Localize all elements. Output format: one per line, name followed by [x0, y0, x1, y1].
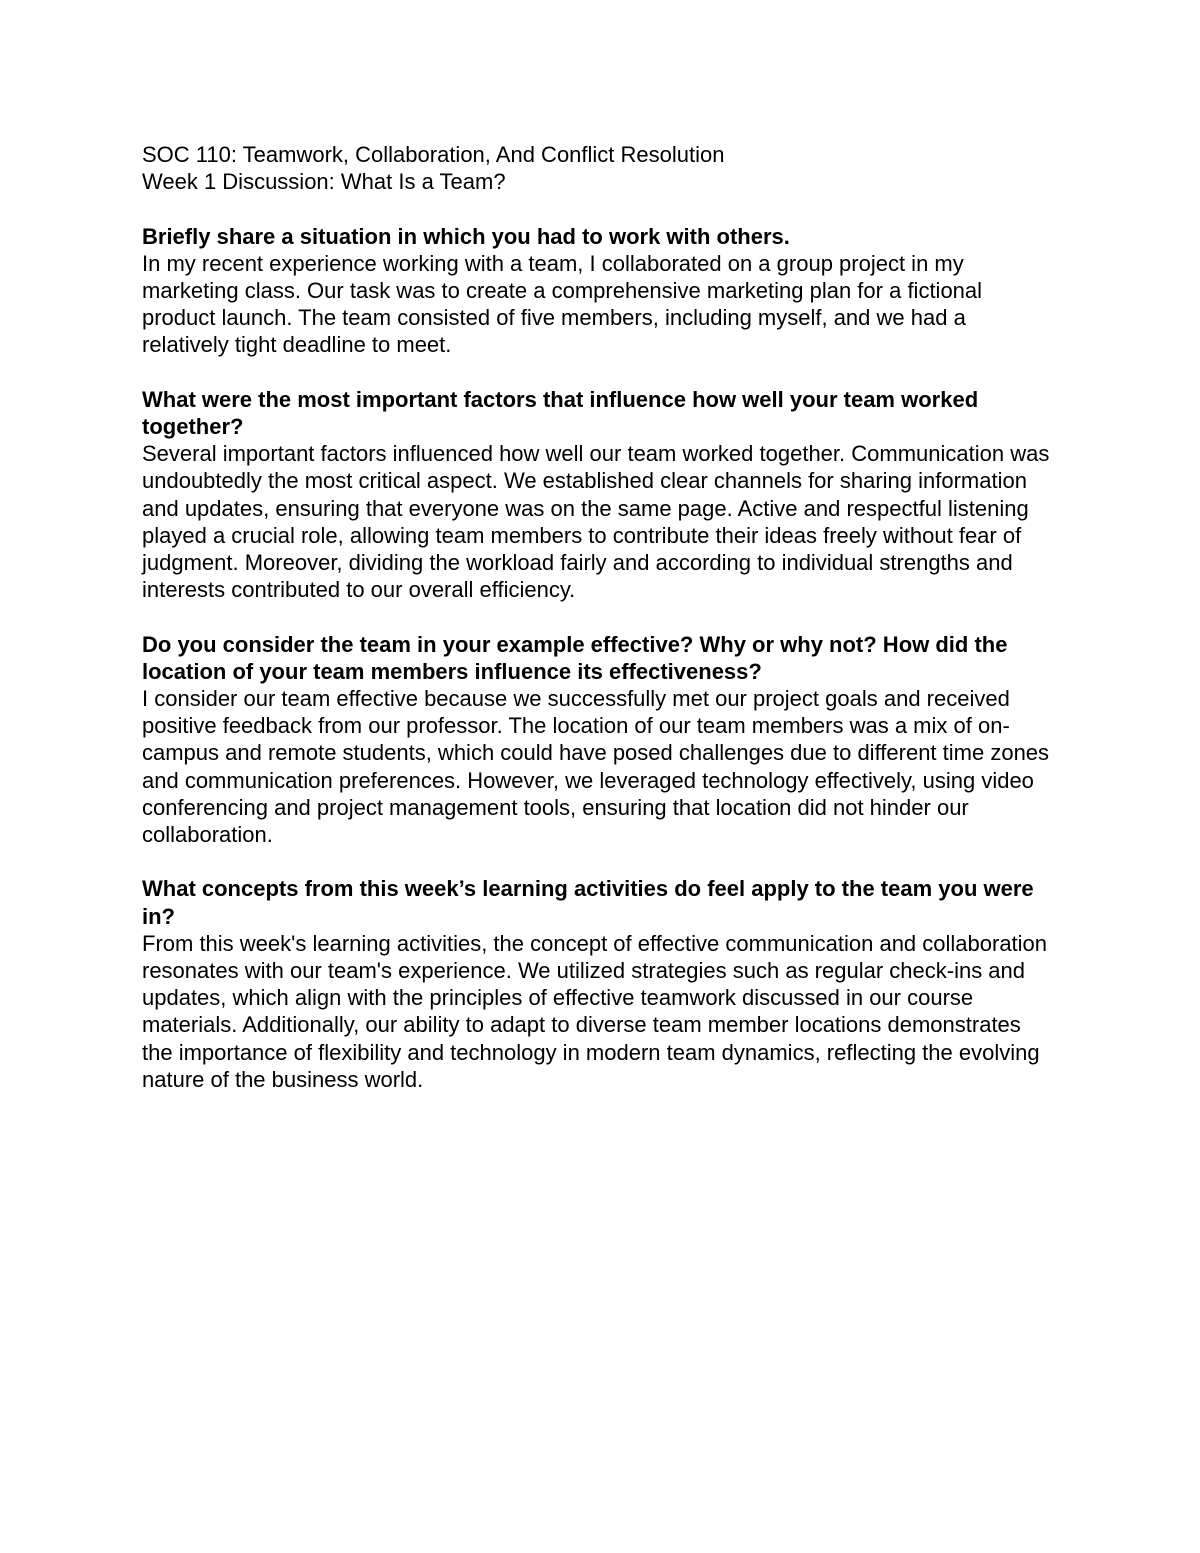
answer-3: I consider our team effective because we successfully met our project goals and received positive feedback from our professor. The location of our team members was a mix of on-campus and remote students, which could have posed challenges due to different time zones and communication preferences. However, we leveraged technology effectively, using video conferencing and project management tools, ensuring that location did not hinder our collaboration. — [142, 686, 1050, 848]
spacer — [142, 848, 1057, 875]
answer-1: In my recent experience working with a team, I collaborated on a group project in my marketing class. Our task was to create a comprehensive marketing plan for a fictional product launch. The team consisted of five members, including myself, and we had a relatively tight deadline to meet. — [142, 250, 983, 358]
spacer — [142, 603, 1057, 630]
discussion-title: Week 1 Discussion: What Is a Team? — [142, 169, 506, 195]
document-body — [142, 141, 1057, 1093]
spacer — [142, 359, 1057, 386]
spacer — [142, 195, 1057, 222]
question-2: What were the most important factors that influence how well your team worked together? — [142, 386, 979, 439]
answer-2: Several important factors influenced how well our team worked together. Communication was undoubtedly the most critical aspect. We established clear channels for sharing information and updates, ensuring that everyone was on the same page. Active and respectful listening played a crucial role, allowing team members to contribute their ideas freely without fear of judgment. Moreover, dividing the workload fairly and according to individual strengths and interests contributed to our overall efficiency. — [142, 441, 1050, 603]
question-4: What concepts from this week’s learning activities do feel apply to the team you were in? — [142, 876, 1034, 929]
course-title: SOC 110: Teamwork, Collaboration, And Conflict Resolution — [142, 142, 725, 167]
question-1: Briefly share a situation in which you had to work with others. — [142, 223, 790, 249]
question-3: Do you consider the team in your example effective? Why or why not? How did the location of your team members influence its effectiveness? — [142, 631, 1008, 684]
answer-4: From this week's learning activities, the concept of effective communication and collaboration resonates with our team's experience. We utilized strategies such as regular check-ins and updates, which align with the principles of effective teamwork discussed in our course materials. Additionally, our ability to adapt to diverse team member locations demonstrates the importance of flexibility and technology in modern team dynamics, reflecting the evolving nature of the business world. — [142, 930, 1048, 1092]
